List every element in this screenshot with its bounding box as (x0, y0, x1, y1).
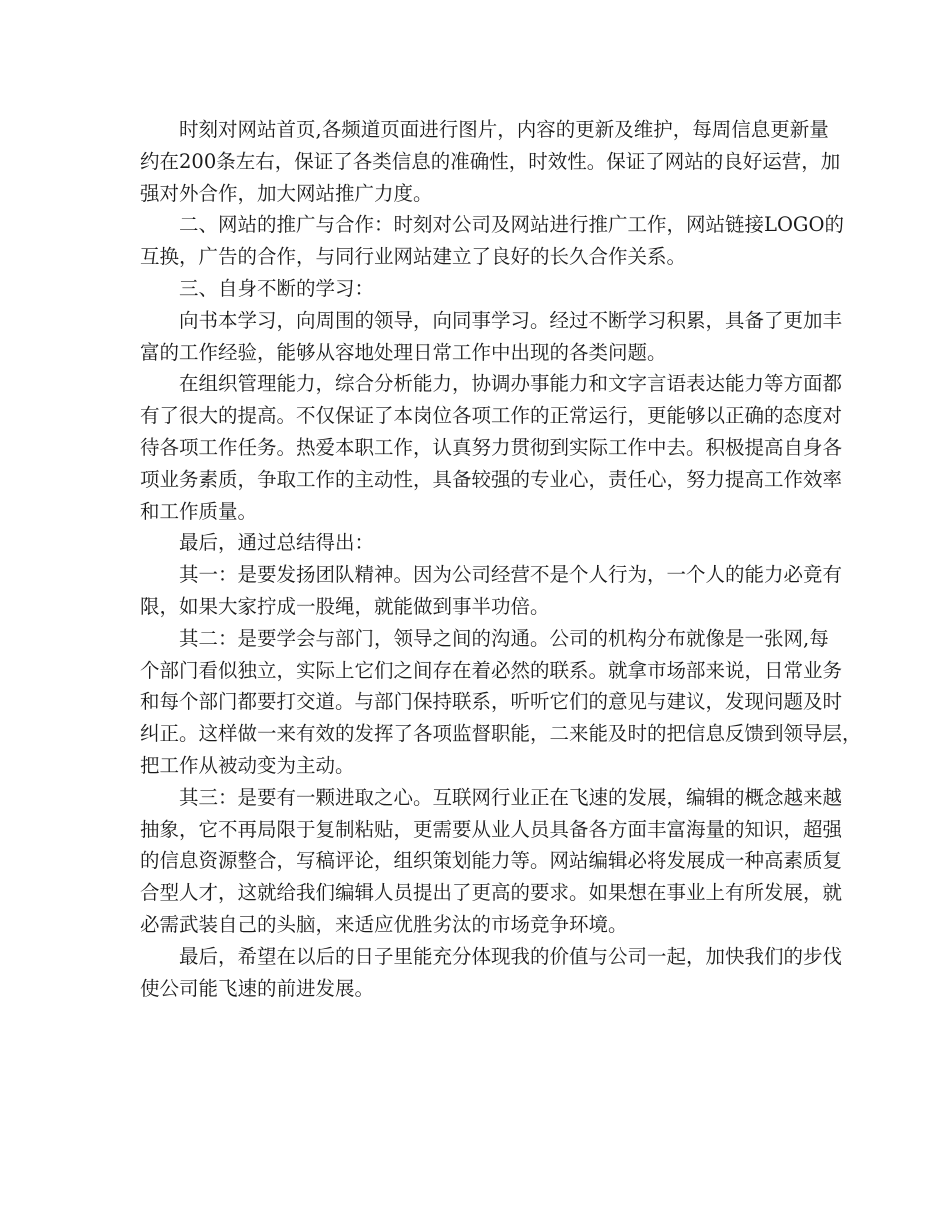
text-line: 限，如果大家拧成一股绳，就能做到事半功倍。 (140, 594, 550, 618)
paragraph-point-two (140, 623, 862, 782)
text-line: 其一：是要发扬团队精神。因为公司经营不是个人行为，一个人的能力必竟有 (179, 563, 843, 587)
text-line: 最后，通过总结得出： (179, 531, 375, 555)
text-line: 三、自身不断的学习： (179, 276, 375, 300)
paragraph-point-one (140, 559, 843, 623)
text-line: 个部门看似独立，实际上它们之间存在着必然的联系。就拿市场部来说，日常业务 (140, 658, 843, 682)
text-line: 使公司能飞速的前进发展。 (140, 976, 375, 1000)
text-line: 有了很大的提高。不仅保证了本岗位各项工作的正常运行，更能够以正确的态度对 (140, 404, 843, 428)
paragraph-conclusion-intro (140, 527, 820, 559)
text-line: 合型人才，这就给我们编辑人员提出了更高的要求。如果想在事业上有所发展，就 (140, 881, 843, 905)
text-line: 其三：是要有一颗进取之心。互联网行业正在飞速的发展，编辑的概念越来越 (179, 785, 843, 809)
text-line: 其二：是要学会与部门，领导之间的沟通。公司的机构分布就像是一张网,每 (179, 626, 829, 650)
paragraph-promotion-cooperation (140, 209, 844, 273)
text-line: 时刻对网站首页,各频道页面进行图片，内容的更新及维护，每周信息更新量 (179, 118, 829, 141)
text-line: 项业务素质，争取工作的主动性，具备较强的专业心，责任心，努力提高工作效率 (140, 467, 843, 491)
text-line: 纠正。这样做一来有效的发挥了各项监督职能，二来能及时的把信息反馈到领导层， (140, 722, 862, 746)
text-line: 待各项工作任务。热爱本职工作，认真努力贯彻到实际工作中去。积极提高自身各 (140, 435, 843, 459)
text-line: 最后，希望在以后的日子里能充分体现我的价值与公司一起，加快我们的步伐 (179, 944, 843, 968)
text-line: 强对外合作，加大网站推广力度。 (140, 181, 433, 205)
text-line: 向书本学习，向周围的领导，向同事学习。经过不断学习积累，具备了更加丰 (179, 308, 843, 332)
paragraph-self-learning-heading (140, 273, 820, 305)
document-body (140, 114, 862, 1004)
text-line: 的信息资源整合，写稿评论，组织策划能力等。网站编辑必将发展成一种高素质复 (140, 849, 843, 873)
text-line: 互换，广告的合作，与同行业网站建立了良好的长久合作关系。 (140, 245, 687, 269)
paragraph-closing-wish (140, 941, 843, 1005)
text-line: 和工作质量。 (140, 499, 258, 523)
paragraph-point-three (140, 782, 843, 941)
text-line: 抽象，它不再局限于复制粘贴，更需要从业人员具备各方面丰富海量的知识，超强 (140, 817, 843, 841)
text-line: 二、网站的推广与合作：时刻对公司及网站进行推广工作，网站链接LOGO的 (179, 213, 844, 237)
text-line: 把工作从被动变为主动。 (140, 753, 355, 777)
text-line: 必需武装自己的头脑，来适应优胜劣汰的市场竞争环境。 (140, 912, 628, 936)
paragraph-learning-sources (140, 305, 843, 369)
paragraph-ability-improvement (140, 368, 843, 527)
text-line: 约在200条左右，保证了各类信息的准确性，时效性。保证了网站的良好运营，加 (140, 149, 841, 173)
paragraph-site-maintenance (140, 114, 841, 209)
text-line: 在组织管理能力，综合分析能力，协调办事能力和文字言语表达能力等方面都 (179, 372, 843, 396)
text-line: 和每个部门都要打交道。与部门保持联系，听听它们的意见与建议，发现问题及时 (140, 690, 843, 714)
text-line: 富的工作经验，能够从容地处理日常工作中出现的各类问题。 (140, 340, 667, 364)
